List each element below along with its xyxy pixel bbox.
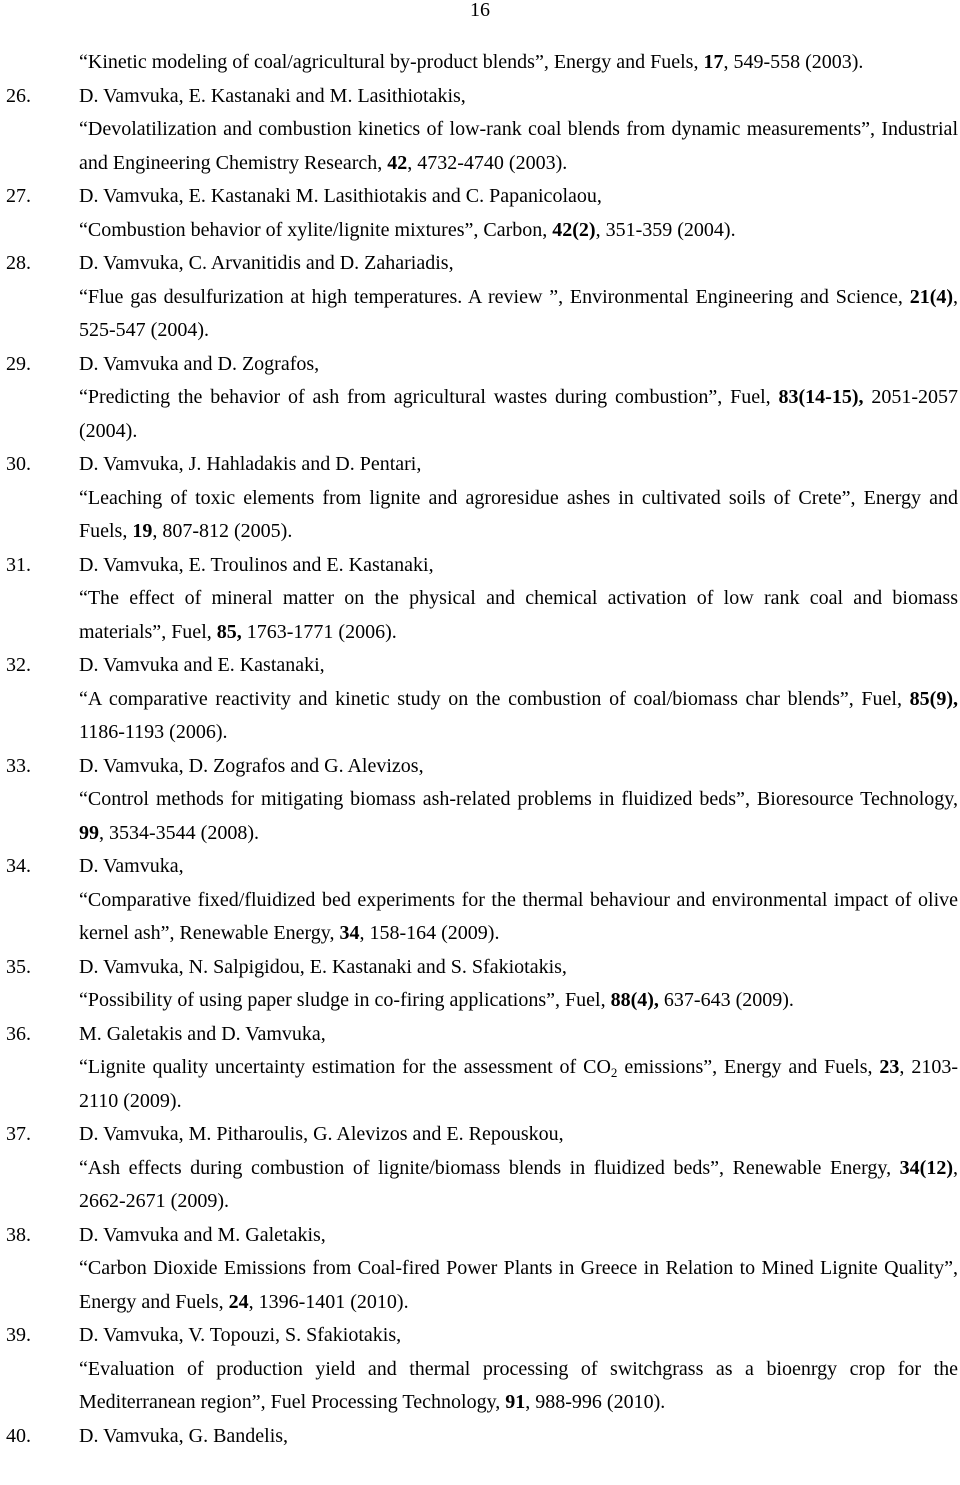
reference-authors: M. Galetakis and D. Vamvuka, — [79, 1022, 326, 1045]
reference-number: 36. — [6, 1022, 31, 1045]
reference-citation: “Ash effects during combustion of lignite/biomass blends in fluidized beds”, Renewable Energy, 34(12), 2662-2671 (2009). — [79, 1156, 958, 1212]
reference-title: “Comparative fixed/fluidized bed experiments for the thermal behaviour and environmental impact of olive kernel ash” — [79, 888, 958, 944]
reference-number: 34. — [6, 855, 31, 877]
reference-entry — [6, 1319, 958, 1420]
reference-entry — [6, 247, 958, 348]
reference-number: 31. — [6, 553, 31, 576]
reference-title: “Combustion behavior of xylite/lignite mixtures” — [79, 218, 474, 241]
reference-authors: D. Vamvuka, E. Kastanaki and M. Lasithiotakis, — [79, 84, 466, 107]
reference-authors: D. Vamvuka, J. Hahladakis and D. Pentari, — [79, 453, 422, 475]
reference-title: “Predicting the behavior of ash from agricultural wastes during combustion” — [79, 386, 718, 408]
reference-title: “Control methods for mitigating biomass ash-related problems in fluidized beds” — [79, 788, 745, 810]
reference-authors: D. Vamvuka and D. Zografos, — [79, 352, 320, 375]
reference-number: 38. — [6, 1223, 31, 1246]
reference-citation: “Evaluation of production yield and thermal processing of switchgrass as a bioenrgy crop for the Mediterranean region”, Fuel Processing Technology, 91, 988-996 (2010). — [79, 1357, 958, 1413]
reference-title: “Kinetic modeling of coal/agricultural by-product blends” — [79, 51, 544, 73]
reference-citation: “Comparative fixed/fluidized bed experiments for the thermal behaviour and environmental impact of olive kernel ash”, Renewable Energy, 34, 158-164 (2009). — [79, 888, 958, 944]
reference-entry — [6, 850, 958, 951]
reference-title: “The effect of mineral matter on the physical and chemical activation of low rank coal and biomass materials” — [79, 587, 958, 643]
reference-continuation — [6, 46, 958, 80]
reference-title: “Devolatilization and combustion kinetics of low-rank coal blends from dynamic measurements” — [79, 118, 870, 140]
reference-entry — [6, 750, 958, 851]
reference-number: 40. — [6, 1424, 31, 1447]
reference-citation: “Leaching of toxic elements from lignite and agroresidue ashes in cultivated soils of Crete”, Energy and Fuels, 19, 807-812 (2005). — [79, 486, 958, 542]
reference-number: 32. — [6, 654, 31, 676]
reference-list — [6, 46, 958, 1453]
reference-citation: “The effect of mineral matter on the physical and chemical activation of low rank coal and biomass materials”, Fuel, 85, 1763-1771 (2006). — [79, 587, 958, 643]
reference-entry — [6, 951, 958, 1018]
reference-entry — [6, 348, 958, 449]
reference-number: 37. — [6, 1123, 31, 1145]
reference-entry — [6, 448, 958, 549]
reference-authors: D. Vamvuka, G. Bandelis, — [79, 1424, 289, 1447]
reference-number: 26. — [6, 84, 31, 107]
reference-entry — [6, 549, 958, 650]
reference-number: 28. — [6, 252, 31, 274]
subscript: 2 — [610, 1065, 618, 1080]
reference-authors: D. Vamvuka, N. Salpigidou, E. Kastanaki and S. Sfakiotakis, — [79, 955, 567, 978]
reference-number: 33. — [6, 754, 31, 777]
reference-authors: D. Vamvuka and E. Kastanaki, — [79, 654, 325, 676]
reference-entry — [6, 1118, 958, 1219]
reference-number: 39. — [6, 1324, 31, 1346]
reference-citation: “Predicting the behavior of ash from agricultural wastes during combustion”, Fuel, 83(14-15), 2051-2057 (2004). — [79, 386, 959, 442]
reference-number: 27. — [6, 185, 31, 207]
reference-entry — [6, 180, 958, 247]
reference-citation: “Combustion behavior of xylite/lignite mixtures”, Carbon, 42(2), 351-359 (2004). — [79, 218, 736, 241]
reference-title: “Possibility of using paper sludge in co-firing applications” — [79, 989, 556, 1011]
reference-title: “Flue gas desulfurization at high temperatures. A review ” — [79, 285, 559, 308]
reference-entry — [6, 649, 958, 750]
reference-citation: “Flue gas desulfurization at high temperatures. A review ”, Environmental Engineering and Science, 21(4), 525-547 (2004). — [79, 285, 959, 341]
page-number: 16 — [470, 0, 490, 21]
reference-authors: D. Vamvuka, E. Troulinos and E. Kastanaki, — [79, 553, 434, 576]
reference-authors: D. Vamvuka, — [79, 855, 184, 877]
reference-citation: “Carbon Dioxide Emissions from Coal-fired Power Plants in Greece in Relation to Mined Lignite Quality”, Energy and Fuels, 24, 1396-1401 (2010). — [79, 1257, 958, 1313]
reference-entry — [6, 1219, 958, 1320]
reference-title: “Evaluation of production yield and thermal processing of switchgrass as a bioenrgy crop for the Mediterranean region” — [79, 1357, 958, 1413]
reference-title: “Carbon Dioxide Emissions from Coal-fired Power Plants in Greece in Relation to Mined Lignite Quality” — [79, 1257, 953, 1279]
reference-authors: D. Vamvuka, M. Pitharoulis, G. Alevizos and E. Repouskou, — [79, 1123, 564, 1145]
reference-citation: “Control methods for mitigating biomass ash-related problems in fluidized beds”, Bioresource Technology, 99, 3534-3544 (2008). — [79, 788, 958, 844]
reference-authors: D. Vamvuka, E. Kastanaki M. Lasithiotakis and C. Papanicolaou, — [79, 185, 602, 207]
reference-entry — [6, 1018, 958, 1119]
reference-number: 29. — [6, 352, 31, 375]
reference-authors: D. Vamvuka, D. Zografos and G. Alevizos, — [79, 754, 424, 777]
reference-citation: “Kinetic modeling of coal/agricultural by-product blends”, Energy and Fuels, 17, 549-558 (2003). — [79, 51, 864, 73]
reference-number: 35. — [6, 955, 31, 978]
reference-authors: D. Vamvuka, V. Topouzi, S. Sfakiotakis, — [79, 1324, 402, 1346]
reference-authors: D. Vamvuka and M. Galetakis, — [79, 1223, 326, 1246]
reference-title: “Ash effects during combustion of lignite/biomass blends in fluidized beds” — [79, 1156, 719, 1179]
reference-citation: “A comparative reactivity and kinetic study on the combustion of coal/biomass char blends”, Fuel, 85(9), 1186-1193 (2006). — [79, 687, 958, 743]
reference-citation: “Possibility of using paper sludge in co-firing applications”, Fuel, 88(4), 637-643 (2009). — [79, 989, 794, 1011]
reference-authors: D. Vamvuka, C. Arvanitidis and D. Zahariadis, — [79, 252, 454, 274]
reference-citation: “Devolatilization and combustion kinetics of low-rank coal blends from dynamic measurements”, Industrial and Engineering Chemistry Research, 42, 4732-4740 (2003). — [79, 118, 958, 174]
reference-citation: “Lignite quality uncertainty estimation for the assessment of $CO_2$ emissions”, Energy and Fuels, 23, 2103-2110 (2009). — [79, 1056, 959, 1112]
reference-entry — [6, 1420, 958, 1454]
reference-number: 30. — [6, 453, 31, 475]
reference-entry — [6, 80, 958, 181]
reference-title: “Lignite quality uncertainty estimation for the assessment of $CO_2$ emissions” — [79, 1056, 713, 1080]
reference-title: “Leaching of toxic elements from lignite and agroresidue ashes in cultivated soils of Crete” — [79, 486, 851, 509]
reference-title: “A comparative reactivity and kinetic study on the combustion of coal/biomass char blends” — [79, 687, 849, 710]
